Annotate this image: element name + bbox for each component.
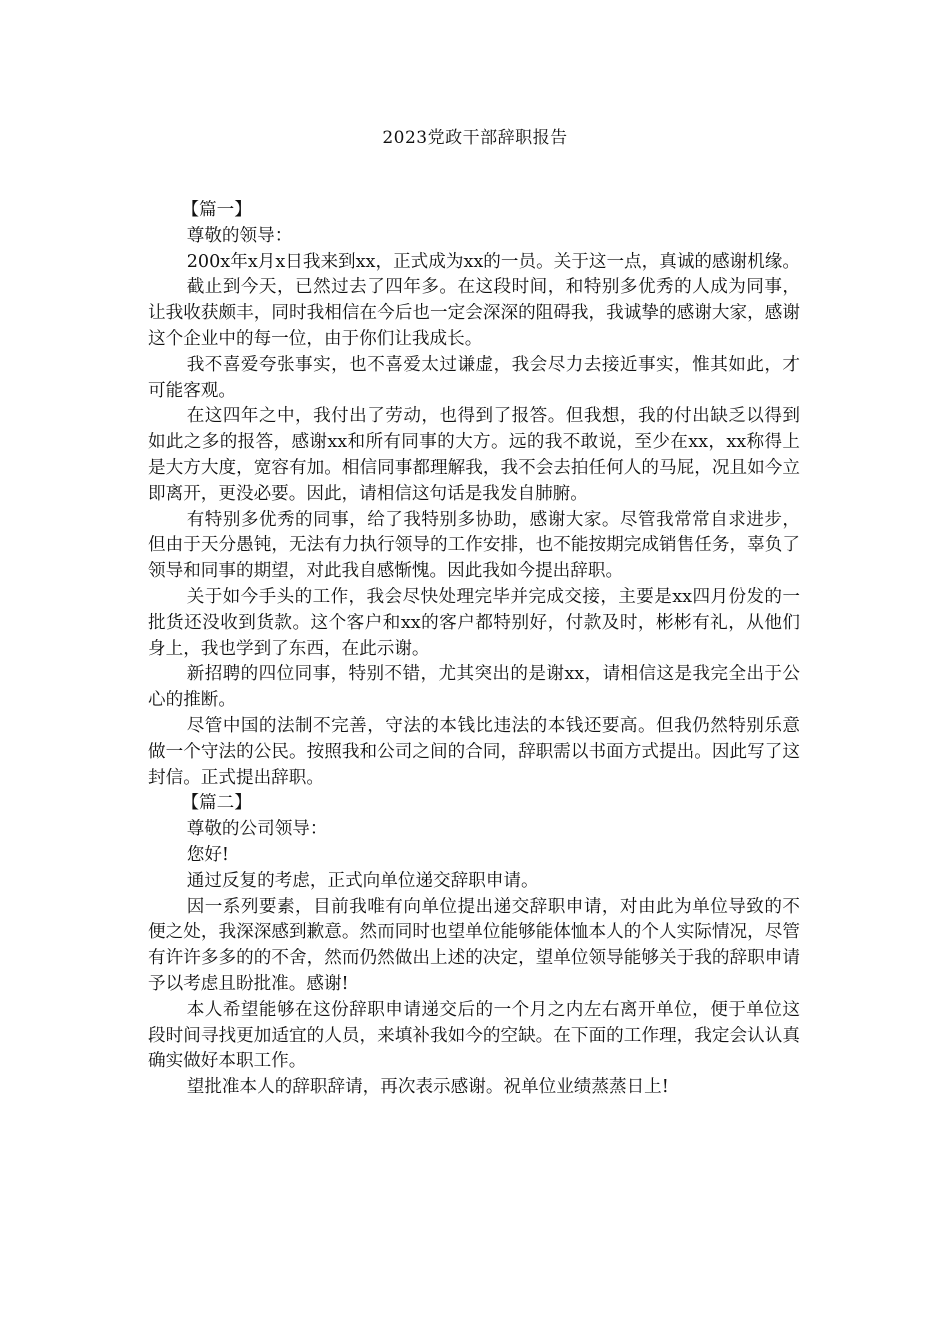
section-2-heading: 【篇二】 [181, 793, 252, 814]
section-1-paragraph: 截止到今天，已然过去了四年多。在这段时间，和特别多优秀的人成为同事，让我收获颇丰，同时我相信在今后也一定会深深的阻碍我，我诚挚的感谢大家，感谢这个企业中的每一位，由于你们让我成长。 [148, 277, 800, 349]
section-2-closing: 望批准本人的辞职辞请，再次表示感谢。祝单位业绩蒸蒸日上! [186, 1077, 669, 1098]
section-1-paragraph: 尽管中国的法制不完善，守法的本钱比违法的本钱还要高。但我仍然特别乐意做一个守法的公民。按照我和公司之间的合同，辞职需以书面方式提出。因此写了这封信。正式提出辞职。 [148, 715, 800, 788]
section-2-salutation: 尊敬的公司领导： [186, 819, 328, 840]
section-1-paragraph: 200x年x月x日我来到xx，正式成为xx的一员。关于这一点，真诚的感谢机缘。 [186, 251, 800, 272]
document-title: 2023党政干部辞职报告 [382, 128, 568, 148]
section-1-paragraph: 新招聘的四位同事，特别不错，尤其突出的是谢xx，请相信这是我完全出于公心的推断。 [148, 664, 800, 711]
section-1-paragraph: 我不喜爱夸张事实，也不喜爱太过谦虚，我会尽力去接近事实，惟其如此，才可能客观。 [148, 354, 800, 401]
document-body [148, 198, 800, 1101]
section-1-paragraph: 有特别多优秀的同事，给了我特别多协助，感谢大家。尽管我常常自求进步，但由于天分愚钝，无法有力执行领导的工作安排，也不能按期完成销售任务，辜负了领导和同事的期望，对此我自感惭愧。因此我如今提出辞职。 [148, 509, 800, 582]
section-1-paragraph: 在这四年之中，我付出了劳动，也得到了报答。但我想，我的付出缺乏以得到如此之多的报答，感谢xx和所有同事的大方。远的我不敢说，至少在xx，xx称得上是大方大度，宽容有加。相信同事都理解我，我不会去拍任何人的马屁，况且如今立即离开，更没必要。因此，请相信这句话是我发自肺腑。 [148, 406, 800, 504]
section-2-greeting: 您好! [186, 844, 229, 865]
section-1-salutation: 尊敬的领导： [186, 225, 293, 246]
section-2-paragraph: 因一系列要素，目前我唯有向单位提出递交辞职申请，对由此为单位导致的不便之处，我深深感到歉意。然而同时也望单位能够能体恤本人的个人实际情况，尽管有许许多多的的不舍，然而仍然做出上述的决定，望单位领导能够关于我的辞职申请予以考虑且盼批准。感谢! [148, 896, 800, 994]
section-2-paragraph: 通过反复的考虑，正式向单位递交辞职申请。 [186, 870, 539, 891]
section-1-heading: 【篇一】 [181, 200, 252, 220]
section-2-paragraph: 本人希望能够在这份辞职申请递交后的一个月之内左右离开单位，便于单位这段时间寻找更加适宜的人员，来填补我如今的空缺。在下面的工作理，我定会认认真确实做好本职工作。 [148, 999, 800, 1072]
section-1-paragraph: 关于如今手头的工作，我会尽快处理完毕并完成交接，主要是xx四月份发的一批货还没收到货款。这个客户和xx的客户都特别好，付款及时，彬彬有礼，从他们身上，我也学到了东西，在此示谢。 [148, 586, 800, 659]
